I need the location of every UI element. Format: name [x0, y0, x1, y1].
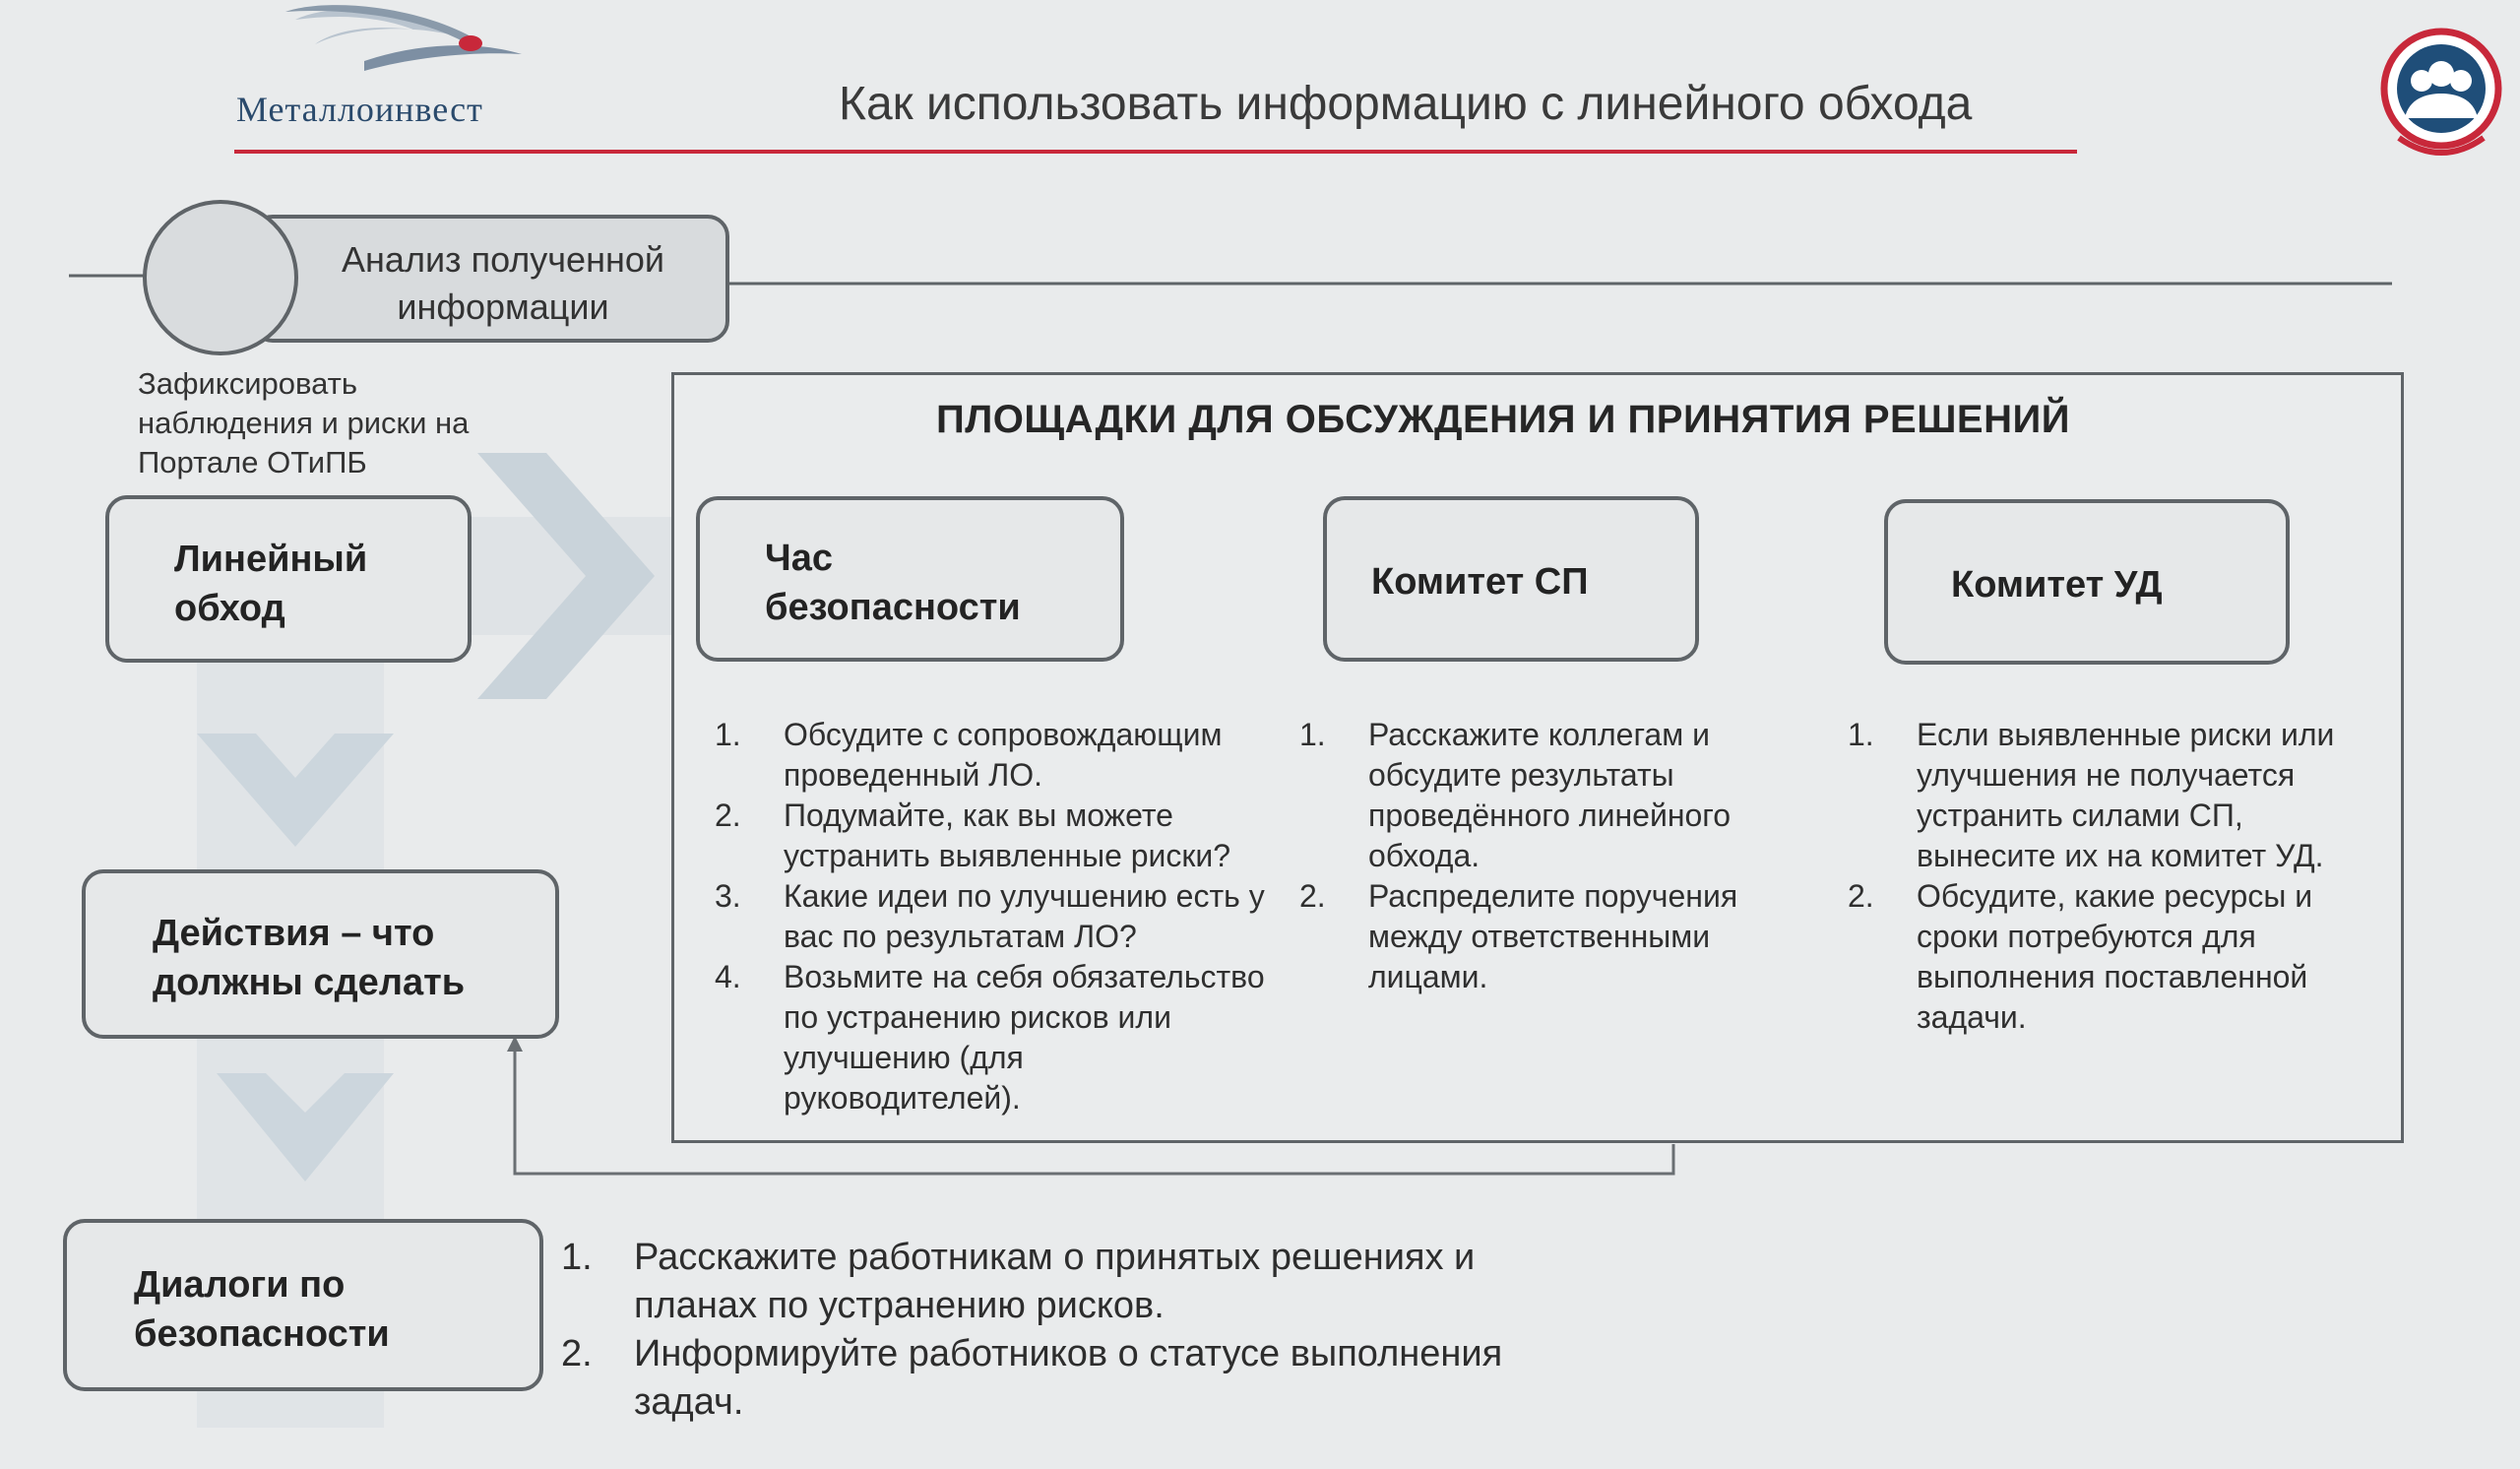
- column-label-box-committee-ud: [1884, 499, 2290, 665]
- analysis-circle: [143, 200, 298, 355]
- list-item: 3. Какие идеи по улучшению есть у вас по результатам ЛО?: [715, 878, 1265, 954]
- step-actions: [82, 869, 559, 1039]
- logo-text: Металлоинвест: [236, 90, 483, 129]
- column-list-committee-ud: [1848, 715, 2360, 1038]
- list-item: 2. Информируйте работников о статусе выполнения задач.: [561, 1333, 1503, 1423]
- panel-title: ПЛОЩАДКИ ДЛЯ ОБСУЖДЕНИЯ И ПРИНЯТИЯ РЕШЕНИЙ: [935, 398, 2070, 441]
- column-label-committee-ud: Комитет УД: [1951, 564, 2163, 606]
- safety-emblem: [2377, 20, 2505, 158]
- list-item: 1. Если выявленные риски или улучшения не получается устранить силами СП, вынесите их на комитет УД.: [1848, 717, 2335, 873]
- step-line-walk-label: Линейный обход: [174, 539, 368, 629]
- list-item: 2. Обсудите, какие ресурсы и сроки потребуются для выполнения поставленной задачи.: [1848, 878, 2313, 1035]
- list-item: 2. Распределите поручения между ответственными лицами.: [1299, 878, 1738, 994]
- list-item: 1. Расскажите коллегам и обсудите результаты проведённого линейного обхода.: [1299, 717, 1732, 873]
- list-item: 1. Обсудите с сопровождающим проведенный ЛО.: [715, 717, 1223, 793]
- step-safety-dialogs: [63, 1219, 543, 1391]
- column-list-committee-sp: [1299, 715, 1742, 997]
- list-item: 2. Подумайте, как вы можете устранить выявленные риски?: [715, 798, 1231, 873]
- note-text: Зафиксировать наблюдения и риски на Портале ОТиПБ: [138, 366, 470, 479]
- step-actions-label: Действия – что должны сделать: [153, 913, 466, 1003]
- column-label-box-committee-sp: [1323, 496, 1699, 662]
- list-item: 1. Расскажите работникам о принятых решениях и планах по устранению рисков.: [561, 1237, 1476, 1326]
- step-safety-dialogs-label: Диалоги по безопасности: [134, 1264, 390, 1355]
- column-label-box-safety-hour: [696, 496, 1124, 662]
- column-list-safety-hour: [715, 715, 1266, 1118]
- column-label-committee-sp: Комитет СП: [1371, 561, 1589, 603]
- page-title: Как использовать информацию с линейного обхода: [839, 78, 1973, 130]
- analysis-label: Анализ полученной информации: [342, 239, 664, 327]
- dialog-list: [561, 1234, 1575, 1427]
- analysis-box: [251, 215, 729, 343]
- logo-swoosh-icon: [226, 0, 522, 94]
- company-logo: [226, 0, 522, 138]
- list-item: 4. Возьмите на себя обязательство по устранению рисков или улучшению (для руководителей).: [715, 959, 1265, 1116]
- step-line-walk: [105, 495, 472, 663]
- column-label-safety-hour: Час безопасности: [765, 538, 1021, 628]
- people-shield-icon: [2377, 20, 2505, 158]
